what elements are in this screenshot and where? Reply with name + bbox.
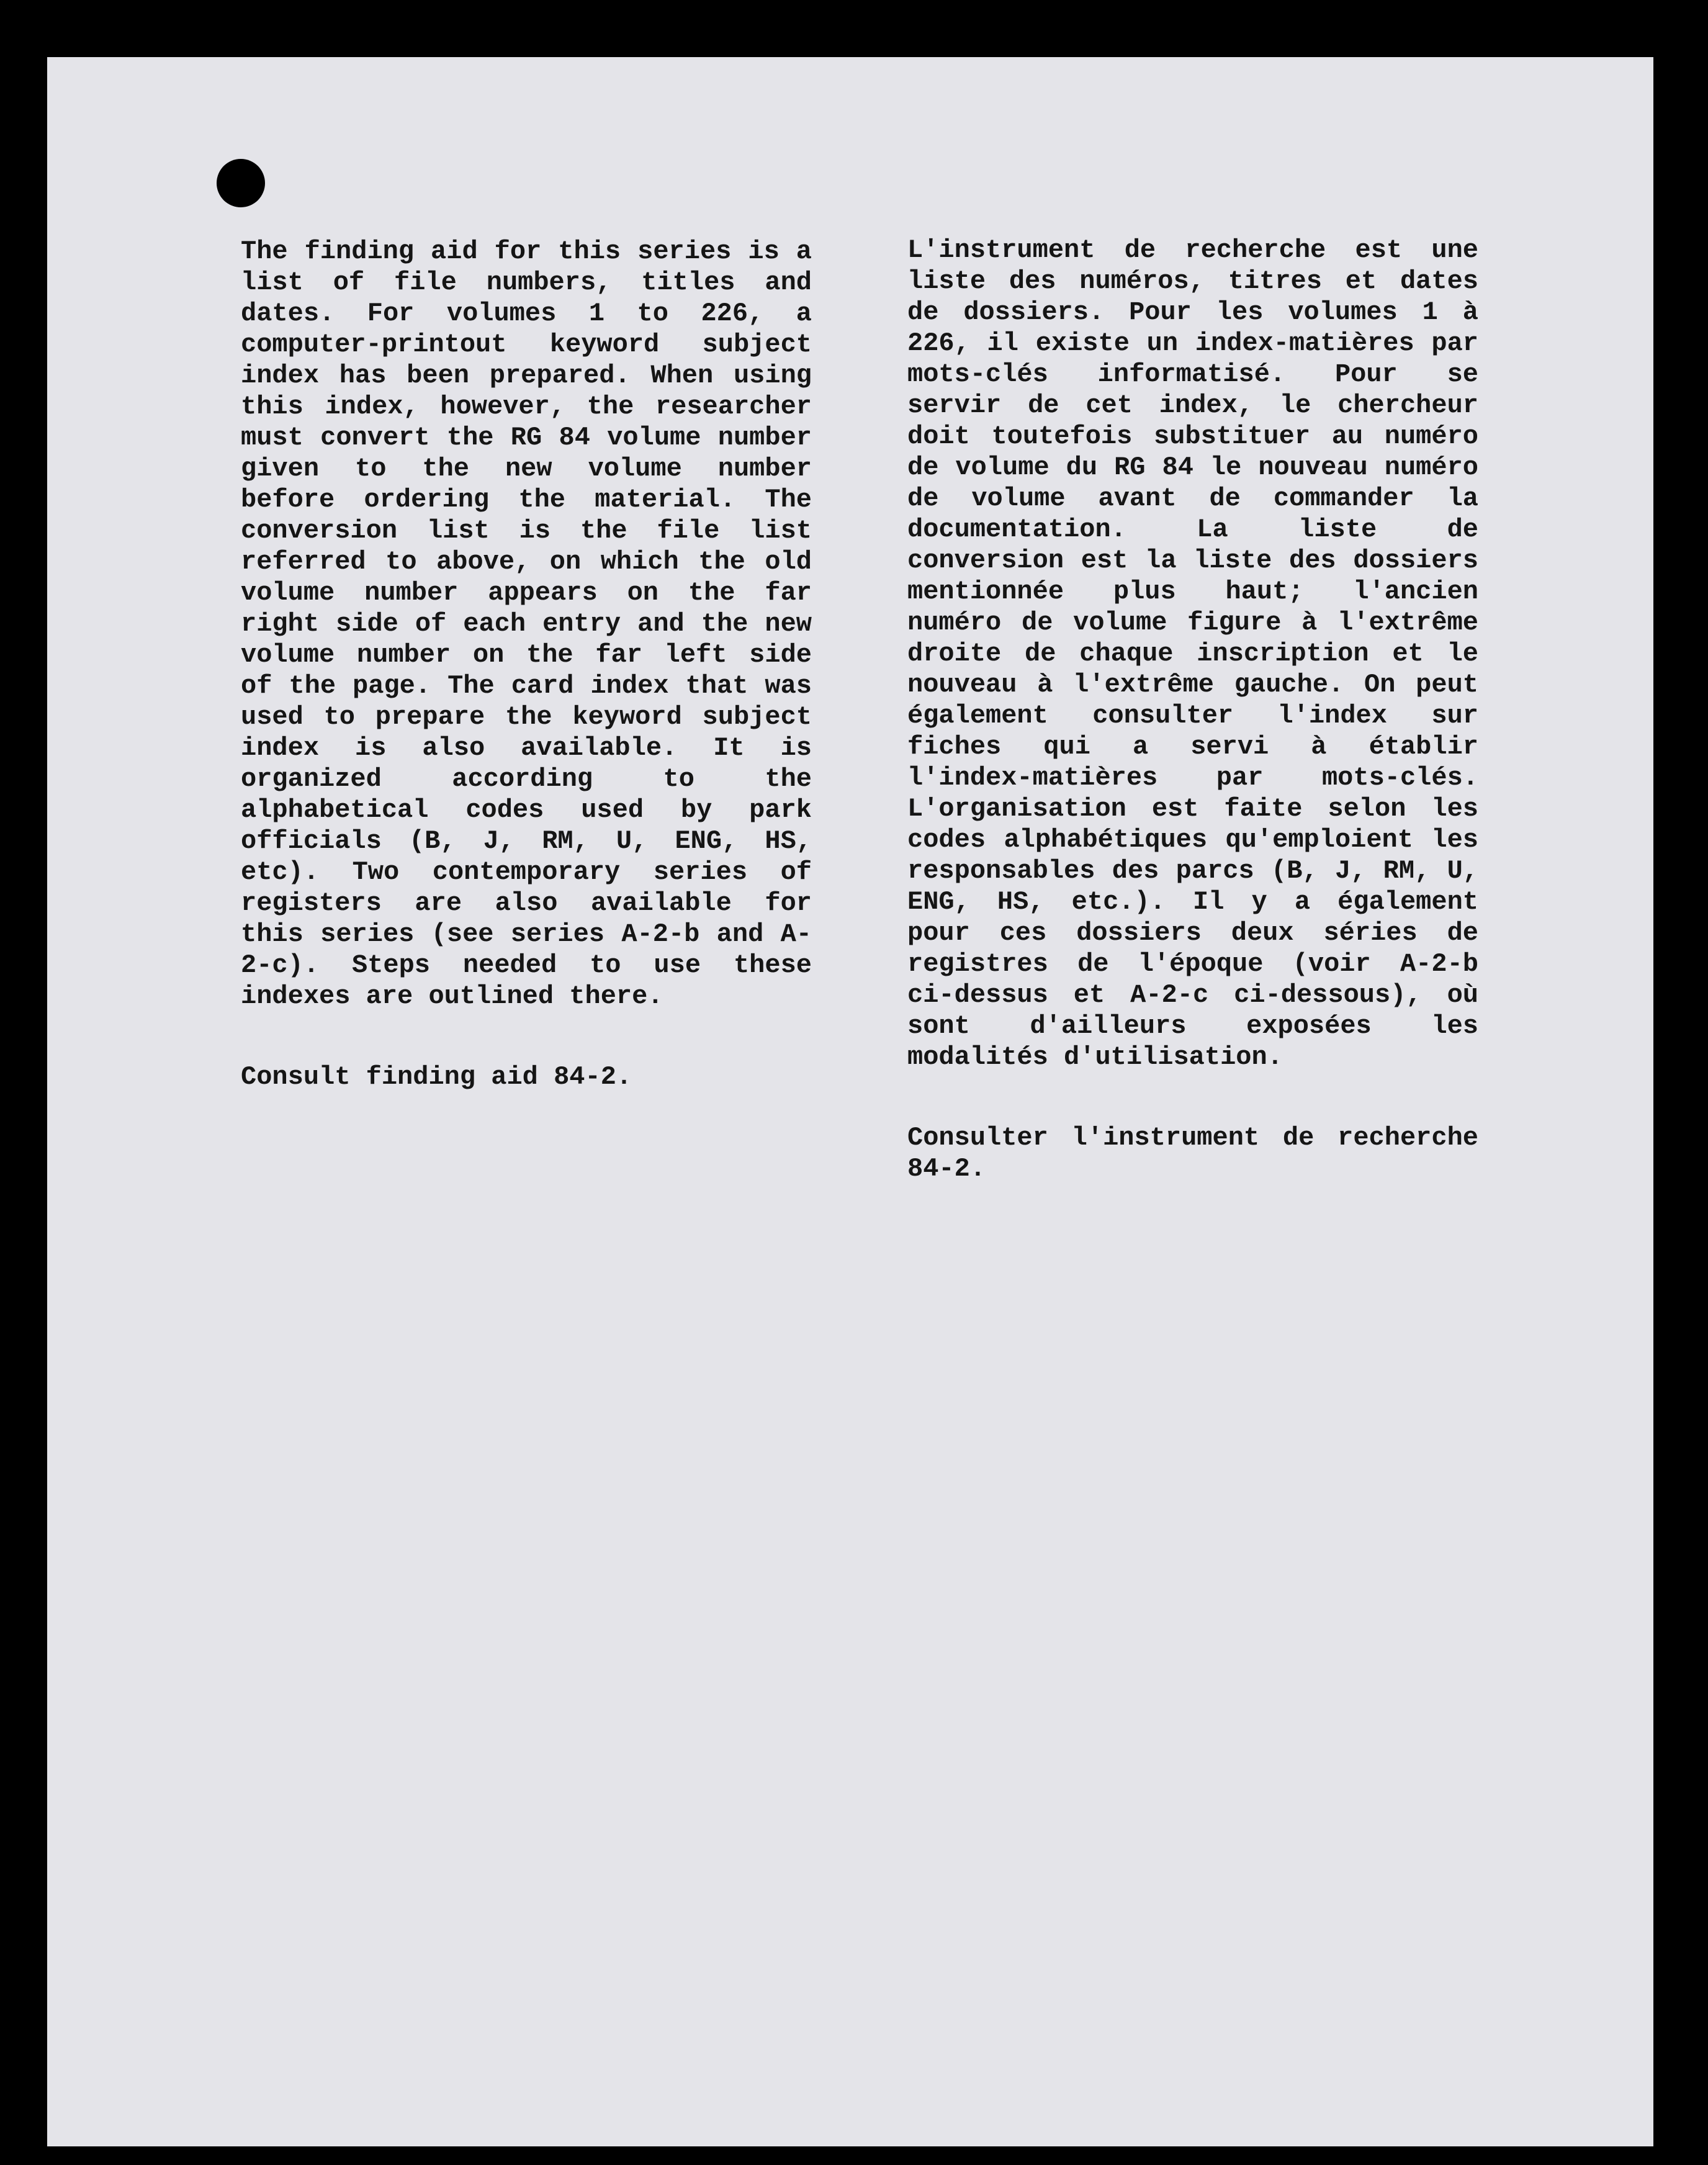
french-consult-note: Consulter l'instrument de recherche 84-2. [907, 1123, 1478, 1184]
french-column [907, 235, 1478, 1184]
english-consult-note: Consult finding aid 84-2. [241, 1062, 632, 1092]
english-column [241, 236, 812, 1092]
punch-hole [217, 159, 265, 207]
french-description: L'instrument de recherche est une liste des numéros, titres et dates de dossiers. Pour les volumes 1 à 226, il existe un index-matières par mots-clés informatisé. Pour se servir de cet index, le chercheur doit toutefois substituer au numéro de volume du RG 84 le nouveau numéro de volume avant de commander la documentation. La liste de conversion est la liste des dossiers mentionnée plus haut; l'ancien numéro de volume figure à l'extrême droite de chaque inscription et le nouveau à l'extrême gauche. On peut également consulter l'index sur fiches qui a servi à établir l'index-matières par mots-clés. L'organisation est faite selon les codes alphabétiques qu'emploient les responsables des parcs (B, J, RM, U, ENG, HS, etc.). Il y a également pour ces dossiers deux séries de registres de l'époque (voir A-2-b ci-dessus et A-2-c ci-dessous), où sont d'ailleurs exposées les modalités d'utilisation. [907, 235, 1478, 1072]
english-description: The finding aid for this series is a list of file numbers, titles and dates. For volumes 1 to 226, a computer-printout keyword subject index has been prepared. When using this index, however, the researcher must convert the RG 84 volume number given to the new volume number before ordering the material. The conversion list is the file list referred to above, on which the old volume number appears on the far right side of each entry and the new volume number on the far left side of the page. The card index that was used to prepare the keyword subject index is also available. It is organized according to the alphabetical codes used by park officials (B, J, RM, U, ENG, HS, etc). Two contemporary series of registers are also available for this series (see series A-2-b and A-2-c). Steps needed to use these indexes are outlined there. [241, 236, 812, 1011]
